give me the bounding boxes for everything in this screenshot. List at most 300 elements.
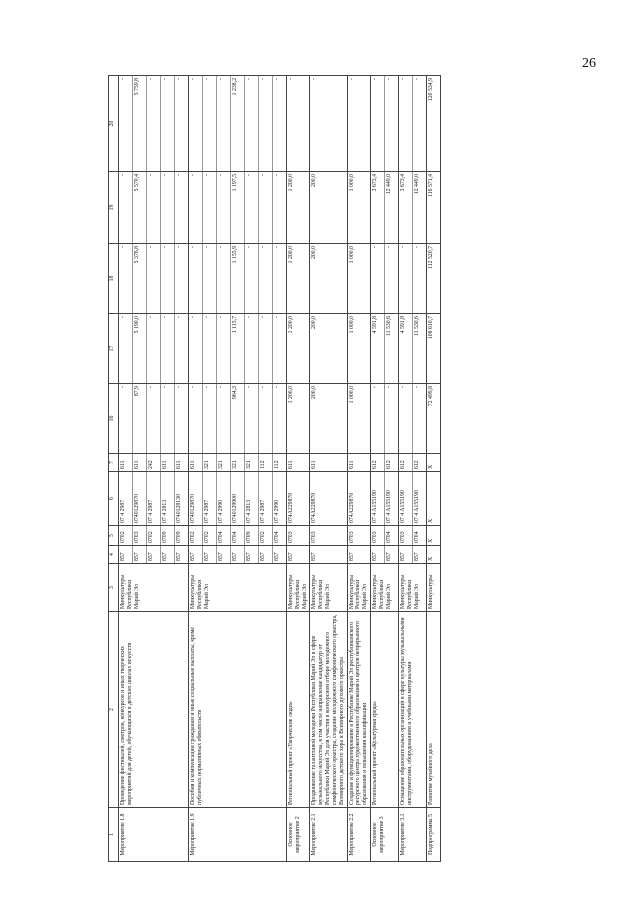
value-line: - [217, 172, 231, 243]
value-cell [310, 314, 347, 384]
value-cell [119, 172, 189, 244]
value-line: 0703 [133, 526, 147, 545]
value-line: 07 4 2987 [119, 472, 133, 525]
table-row [189, 76, 287, 862]
value-line: - [176, 174, 182, 176]
value-line: 12 449,0 [386, 174, 393, 195]
value-line: 857 [161, 546, 175, 563]
value-cell [189, 526, 287, 546]
measure-name-cell: Создание и функционирование в Республике Марий Эл республиканского ресурсного центра художественного образования и центров непрерывного образования и повышения квалификации [347, 612, 370, 808]
executor-cell: Минкультуры Республики Марий Эл [347, 564, 370, 612]
value-line: - [245, 314, 259, 383]
value-line: - [176, 316, 182, 318]
header-row [109, 76, 119, 862]
value-line: 1 000,0 [348, 246, 355, 264]
value-line: 857 [311, 552, 318, 561]
value-line: - [217, 384, 231, 453]
value-line: 1 200,0 [288, 316, 294, 334]
value-line: 07 4 2990 [217, 472, 231, 525]
value-line: 1 200,0 [288, 386, 294, 404]
value-line: 611 [189, 454, 203, 471]
value-line: 0703 [348, 531, 355, 543]
value-cell [427, 472, 441, 526]
value-line: - [274, 246, 280, 248]
value-cell [347, 546, 370, 564]
value-line: - [119, 76, 133, 171]
value-line: 116 571,4 [428, 174, 435, 197]
value-line: 0740129900 [231, 472, 245, 525]
value-line: 857 [348, 552, 355, 561]
column-header: 2 [109, 612, 119, 808]
value-line: 0702 [147, 526, 161, 545]
value-cell [119, 546, 189, 564]
value-cell [371, 384, 399, 454]
value-cell [119, 76, 189, 172]
value-cell [427, 314, 441, 384]
value-line: 1 000,0 [348, 174, 355, 192]
value-cell [287, 172, 310, 244]
column-header: 7 [109, 454, 119, 472]
value-line: - [147, 76, 161, 171]
value-line: 964,3 [231, 384, 245, 453]
value-cell [189, 546, 287, 564]
value-line: - [217, 244, 231, 313]
value-cell [371, 526, 399, 546]
column-header: 20 [109, 76, 119, 172]
value-line: 200,0 [311, 246, 318, 260]
value-line: X [428, 518, 435, 523]
value-cell [287, 384, 310, 454]
value-line: - [259, 384, 273, 453]
value-line: 07 4 2987 [147, 472, 161, 525]
value-line: 612 [371, 454, 385, 471]
budget-table [108, 75, 441, 862]
value-line: - [371, 76, 385, 171]
value-cell [347, 314, 370, 384]
value-line: - [189, 76, 203, 171]
measure-id-cell: Мероприятие 1.9 [189, 808, 287, 862]
value-cell [287, 472, 310, 526]
value-line: 112 [274, 460, 280, 469]
value-cell [399, 76, 427, 172]
measure-id-cell: Мероприятие 1.8 [119, 808, 189, 862]
measure-name-cell: Региональный проект «Культурная среда» [371, 612, 399, 808]
value-line: 074A229870 [348, 492, 355, 523]
value-cell [189, 314, 287, 384]
value-line: - [274, 78, 280, 80]
value-line: 611 [176, 460, 182, 469]
value-cell [399, 546, 427, 564]
value-line: - [203, 384, 217, 453]
value-line: 857 [119, 546, 133, 563]
value-line: - [245, 172, 259, 243]
value-line: - [399, 384, 413, 453]
value-cell [119, 314, 189, 384]
value-cell [371, 76, 399, 172]
measure-id-cell: Мероприятие 2.1 [310, 808, 347, 862]
value-line: - [274, 386, 280, 388]
executor-cell: Минкультуры Республики Марий Эл [189, 564, 287, 612]
value-line: 0702 [189, 526, 203, 545]
value-line: 5 190,0 [133, 314, 147, 383]
value-line: 1 155,9 [231, 244, 245, 313]
table-row [399, 76, 427, 862]
value-line: - [119, 384, 133, 453]
table-row [347, 76, 370, 862]
value-line: 0703 [399, 526, 413, 545]
value-cell [189, 384, 287, 454]
value-line: 612 [386, 460, 393, 469]
rotated-page [108, 76, 528, 862]
value-line: 0703 [371, 526, 385, 545]
value-line: 07 4 A155190 [414, 490, 421, 523]
value-cell [287, 546, 310, 564]
value-line: 1 200,0 [288, 246, 294, 264]
value-line: 857 [386, 552, 393, 561]
value-line: 112 [259, 454, 273, 471]
value-line: - [259, 314, 273, 383]
value-cell [287, 76, 310, 172]
value-line: - [348, 78, 355, 80]
value-line: 200,0 [311, 316, 318, 330]
value-line: - [119, 244, 133, 313]
value-line: - [161, 384, 175, 453]
value-cell [371, 454, 399, 472]
table-body [119, 76, 441, 862]
value-cell [427, 244, 441, 314]
value-cell [427, 526, 441, 546]
value-cell [310, 472, 347, 526]
value-line: - [414, 78, 421, 80]
column-header: 5 [109, 526, 119, 546]
value-line: 1 197,5 [231, 172, 245, 243]
measure-id-cell: Подпрограмма 5 [427, 808, 441, 862]
value-line: 0704 [386, 531, 393, 543]
value-line: - [203, 172, 217, 243]
value-cell [427, 546, 441, 564]
value-line: 857 [217, 546, 231, 563]
value-line: - [147, 384, 161, 453]
value-line: 4 591,8 [371, 314, 385, 383]
value-line: 200,0 [311, 386, 318, 400]
value-line: - [399, 76, 413, 171]
value-line: - [386, 78, 393, 80]
value-line: 87,9 [133, 384, 147, 453]
value-line: 0702 [119, 526, 133, 545]
value-line: 611 [348, 460, 355, 469]
value-cell [189, 454, 287, 472]
value-cell [399, 244, 427, 314]
value-cell [347, 454, 370, 472]
value-cell [347, 384, 370, 454]
executor-cell: Минкультуры Республики Марий Эл [310, 564, 347, 612]
measure-name-cell: Пособия и компенсации гражданам и иные социальные выплаты, кроме публичных нормативных обязательств [189, 612, 287, 808]
value-cell [287, 314, 310, 384]
value-line: 857 [133, 546, 147, 563]
value-cell [119, 454, 189, 472]
value-cell [310, 454, 347, 472]
value-line: 857 [189, 546, 203, 563]
value-cell [119, 244, 189, 314]
measure-name-cell: Оснащение образовательных организаций в сфере культуры музыкальными инструментами, оборудованием и учебными материалами [399, 612, 427, 808]
value-cell [119, 384, 189, 454]
column-header: 18 [109, 244, 119, 314]
value-line: - [189, 314, 203, 383]
value-line: 612 [399, 454, 413, 471]
value-line: - [414, 246, 421, 248]
value-line: 857 [414, 552, 421, 561]
table-row [119, 76, 189, 862]
column-header: 6 [109, 472, 119, 526]
value-line: - [189, 244, 203, 313]
value-cell [310, 244, 347, 314]
value-cell [119, 526, 189, 546]
value-line: 0709 [245, 526, 259, 545]
value-line: 11 530,6 [414, 316, 421, 337]
executor-cell: Минкультуры Республики Марий Эл [287, 564, 310, 612]
value-line: 611 [133, 454, 147, 471]
value-line: 0703 [311, 531, 318, 543]
value-line: 0704 [217, 526, 231, 545]
value-line: 857 [147, 546, 161, 563]
value-line: 612 [414, 460, 421, 469]
value-cell [287, 454, 310, 472]
value-line: 07 4 2813 [245, 472, 259, 525]
page-number: 26 [582, 56, 596, 71]
value-line: 72 499,8 [428, 386, 435, 407]
column-header: 16 [109, 384, 119, 454]
value-cell [189, 76, 287, 172]
value-line: - [259, 244, 273, 313]
value-line: 5 376,8 [133, 244, 147, 313]
value-line: - [386, 246, 393, 248]
value-line: 321 [231, 454, 245, 471]
executor-cell: Минкультуры Республики Марий Эл [119, 564, 189, 612]
value-line: 3 673,4 [399, 172, 413, 243]
value-cell [399, 526, 427, 546]
table-row [427, 76, 441, 862]
value-cell [427, 454, 441, 472]
value-line: - [414, 386, 421, 388]
value-line: - [203, 76, 217, 171]
value-line: 5 759,8 [133, 76, 147, 171]
value-line: 1 000,0 [348, 386, 355, 404]
measure-id-cell: Мероприятие 2.2 [347, 808, 370, 862]
value-line: 112 520,7 [428, 246, 435, 269]
value-line: 1 000,0 [348, 316, 355, 334]
value-line: - [203, 244, 217, 313]
value-cell [310, 526, 347, 546]
value-line: 074A229870 [311, 492, 318, 523]
value-line: 857 [371, 546, 385, 563]
value-line: 07 4 2813 [161, 472, 175, 525]
executor-cell: Минкультуры Республики Марий Эл [371, 564, 399, 612]
value-line: 07 4 2987 [259, 472, 273, 525]
value-cell [287, 244, 310, 314]
value-line: 857 [231, 546, 245, 563]
value-line: - [217, 76, 231, 171]
value-cell [347, 76, 370, 172]
value-line: 1 200,0 [288, 174, 294, 192]
value-line: - [203, 314, 217, 383]
measure-id-cell: Основное мероприятие 3 [371, 808, 399, 862]
measure-name-cell: Развитие музейного дела [427, 612, 441, 808]
value-line: 0704 [231, 526, 245, 545]
value-cell [371, 172, 399, 244]
value-line: 0702 [259, 526, 273, 545]
value-line: 0702 [203, 526, 217, 545]
value-line: - [386, 386, 393, 388]
table-row [371, 76, 399, 862]
value-line: - [245, 76, 259, 171]
value-line: 120 534,9 [428, 78, 435, 102]
value-cell [427, 172, 441, 244]
value-line: - [161, 314, 175, 383]
value-cell [371, 546, 399, 564]
value-line: 611 [288, 460, 294, 469]
value-line: 321 [217, 454, 231, 471]
value-line: 200,0 [311, 174, 318, 188]
value-cell [347, 526, 370, 546]
value-line: 0703 [288, 531, 294, 543]
value-cell [399, 314, 427, 384]
value-cell [310, 384, 347, 454]
value-cell [399, 454, 427, 472]
value-line: 0740129870 [189, 472, 203, 525]
value-cell [310, 76, 347, 172]
column-header: 1 [109, 808, 119, 862]
value-cell [399, 472, 427, 526]
value-line: 611 [161, 454, 175, 471]
value-line: - [147, 244, 161, 313]
value-line: - [161, 244, 175, 313]
value-line: X [428, 556, 435, 561]
value-line: 0740128130 [176, 494, 182, 523]
column-header: 3 [109, 564, 119, 612]
value-cell [189, 172, 287, 244]
value-line: 5 570,4 [133, 172, 147, 243]
value-line: 857 [259, 546, 273, 563]
value-cell [399, 384, 427, 454]
value-line: 07 4 2990 [274, 499, 280, 523]
value-line: 11 530,6 [386, 316, 393, 337]
measure-id-cell: Мероприятие 3.1 [399, 808, 427, 862]
value-line: - [245, 384, 259, 453]
value-cell [189, 244, 287, 314]
value-cell [347, 472, 370, 526]
value-line: 108 610,7 [428, 316, 435, 340]
value-cell [310, 172, 347, 244]
value-cell [371, 314, 399, 384]
value-cell [371, 244, 399, 314]
value-line: 074A229870 [288, 492, 294, 523]
value-line: 857 [288, 552, 294, 561]
value-line: - [259, 76, 273, 171]
value-cell [287, 526, 310, 546]
value-line: - [245, 244, 259, 313]
value-line: 0704 [274, 531, 280, 543]
value-line: - [147, 314, 161, 383]
value-line: - [274, 316, 280, 318]
value-line: 07 4 A155190 [399, 472, 413, 525]
value-line: 12 449,0 [414, 174, 421, 195]
value-line: 1 115,7 [231, 314, 245, 383]
value-line: - [161, 172, 175, 243]
value-line: 07 4 2987 [203, 472, 217, 525]
value-line: - [119, 314, 133, 383]
value-line: - [399, 244, 413, 313]
column-header: 19 [109, 172, 119, 244]
value-line: - [189, 384, 203, 453]
value-cell [347, 244, 370, 314]
value-line: 0740129870 [133, 472, 147, 525]
table-row [287, 76, 310, 862]
value-cell [399, 172, 427, 244]
executor-cell: Минкультуры [427, 564, 441, 612]
value-line: - [176, 78, 182, 80]
value-line: 07 4 A155190 [371, 472, 385, 525]
value-cell [427, 384, 441, 454]
value-line: 321 [203, 454, 217, 471]
value-line: 857 [274, 552, 280, 561]
value-line: - [189, 172, 203, 243]
value-line: - [288, 78, 294, 80]
value-line: - [371, 244, 385, 313]
value-line: 242 [147, 454, 161, 471]
value-line: - [119, 172, 133, 243]
value-line: - [274, 174, 280, 176]
value-line: - [371, 384, 385, 453]
value-line: 1 238,2 [231, 76, 245, 171]
value-line: - [176, 386, 182, 388]
value-line: 4 591,8 [399, 314, 413, 383]
column-header: 17 [109, 314, 119, 384]
value-line: - [176, 246, 182, 248]
measure-name-cell: Продвижение талантливой молодежи Республики Марий Эл в сфере музыкального искусства, в том числе направление кандидатур от Республики Марий Эл для участия в конкурсном отборе молодежного симфонического оркестра, создание молодежного симфонического оркестра, Всемирного детского хора и Всемирного духового оркестра [310, 612, 347, 808]
value-line: 0704 [414, 531, 421, 543]
measure-name-cell: Региональный проект «Творческие люди» [287, 612, 310, 808]
value-line: 857 [176, 552, 182, 561]
value-line: X [428, 538, 435, 543]
value-line: 3 673,4 [371, 172, 385, 243]
value-line: 611 [311, 460, 318, 469]
value-cell [427, 76, 441, 172]
value-cell [371, 472, 399, 526]
executor-cell: Минкультуры Республики Марий Эл [399, 564, 427, 612]
column-header: 4 [109, 546, 119, 564]
value-line: 0709 [161, 526, 175, 545]
value-line: 611 [119, 454, 133, 471]
value-cell [189, 472, 287, 526]
value-line: 857 [203, 546, 217, 563]
value-line: 07 4 A155190 [386, 490, 393, 523]
value-line: - [259, 172, 273, 243]
value-line: 857 [399, 546, 413, 563]
value-cell [310, 546, 347, 564]
measure-name-cell: Проведение фестивалей, смотров, конкурсов и иных творческих мероприятий для детей, обучающихся в детских школах искусств [119, 612, 189, 808]
value-line: 857 [245, 546, 259, 563]
value-line: 0709 [176, 531, 182, 543]
value-cell [119, 472, 189, 526]
value-line: - [217, 314, 231, 383]
value-line: - [161, 76, 175, 171]
table-row [310, 76, 347, 862]
value-line: - [147, 172, 161, 243]
value-line: X [428, 464, 435, 469]
value-line: - [311, 78, 318, 80]
value-line: 321 [245, 454, 259, 471]
measure-id-cell: Основное мероприятие 2 [287, 808, 310, 862]
